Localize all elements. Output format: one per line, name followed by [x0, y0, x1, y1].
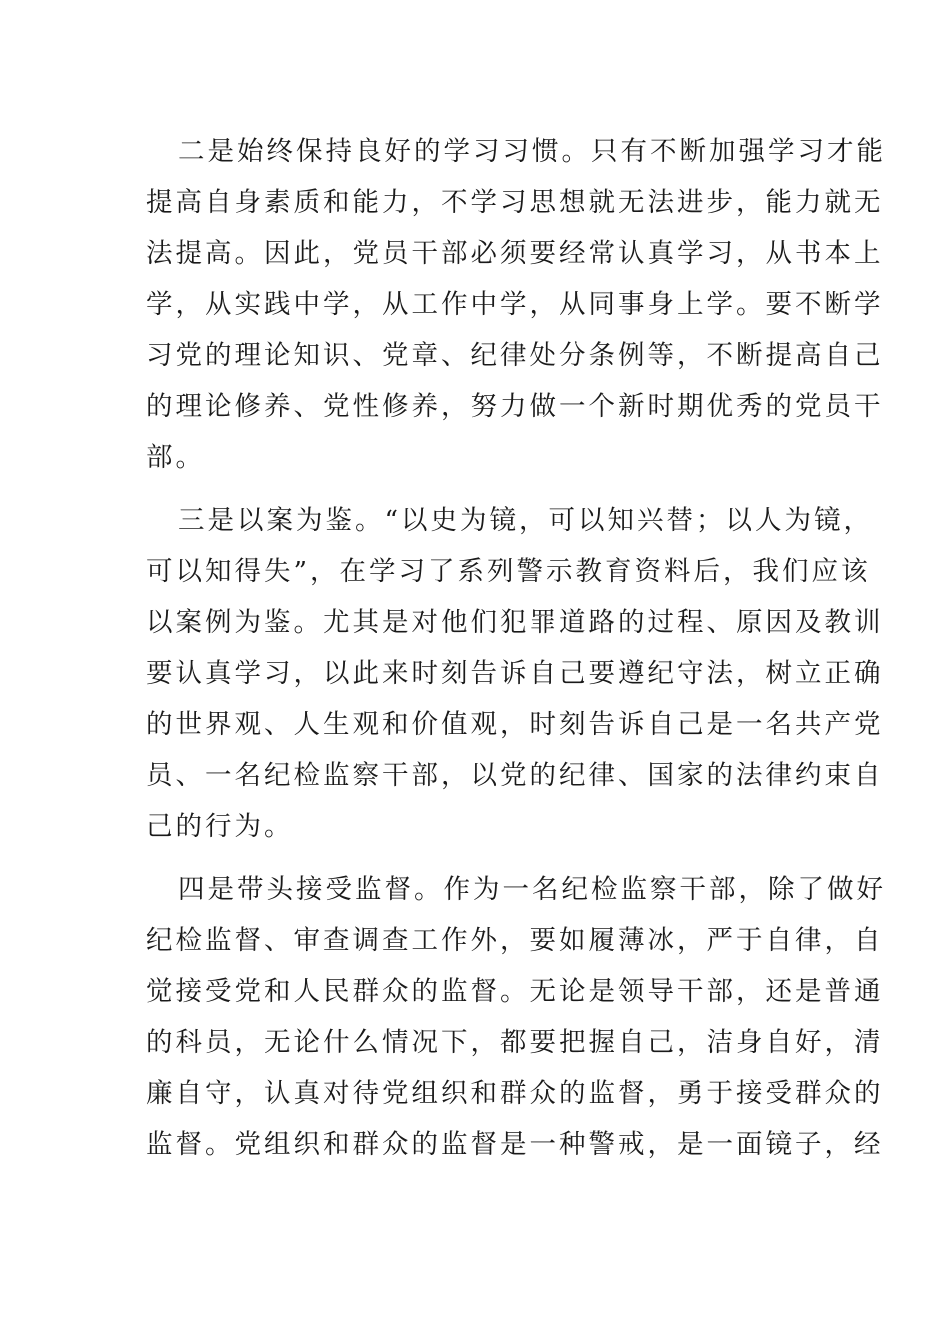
- paragraph-learn-from-cases: [146, 495, 884, 852]
- text-line: 觉接受党和人民群众的监督。无论是领导干部，还是普通: [146, 976, 884, 1007]
- text-line: 习党的理论知识、党章、纪律处分条例等，不断提高自己: [146, 340, 884, 371]
- text-line: 员、一名纪检监察干部，以党的纪律、国家的法律约束自: [146, 760, 884, 791]
- text-line: 法提高。因此，党员干部必须要经常认真学习，从书本上: [146, 238, 884, 269]
- text-line: 提高自身素质和能力，不学习思想就无法进步，能力就无: [146, 187, 884, 218]
- text-line: 己的行为。: [146, 811, 294, 842]
- text-line: 可以知得失”，在学习了系列警示教育资料后，我们应该: [146, 556, 871, 587]
- paragraph-spacer: [146, 852, 796, 864]
- text-line: 的科员，无论什么情况下，都要把握自己，洁身自好，清: [146, 1027, 884, 1058]
- document-body: [146, 126, 886, 1170]
- text-line: 二是始终保持良好的学习习惯。只有不断加强学习才能: [178, 136, 886, 167]
- text-line: 要认真学习，以此来时刻告诉自己要遵纪守法，树立正确: [146, 658, 884, 689]
- text-line: 四是带头接受监督。作为一名纪检监察干部，除了做好: [178, 874, 886, 905]
- paragraph-accept-supervision: [146, 864, 886, 1170]
- text-line: 的世界观、人生观和价值观，时刻告诉自己是一名共产党: [146, 709, 884, 740]
- text-line: 学，从实践中学，从工作中学，从同事身上学。要不断学: [146, 289, 884, 320]
- text-line: 部。: [146, 442, 205, 473]
- text-line: 廉自守，认真对待党组织和群众的监督，勇于接受群众的: [146, 1078, 884, 1109]
- paragraph-spacer: [146, 483, 796, 495]
- text-line: 三是以案为鉴。“以史为镜，可以知兴替；以人为镜，: [178, 505, 874, 536]
- text-line: 监督。党组织和群众的监督是一种警戒，是一面镜子，经: [146, 1129, 884, 1160]
- text-line: 以案例为鉴。尤其是对他们犯罪道路的过程、原因及教训: [146, 607, 884, 638]
- text-line: 纪检监督、审查调查工作外，要如履薄冰，严于自律，自: [146, 925, 884, 956]
- paragraph-study-habits: [146, 126, 886, 483]
- text-line: 的理论修养、党性修养，努力做一个新时期优秀的党员干: [146, 391, 884, 422]
